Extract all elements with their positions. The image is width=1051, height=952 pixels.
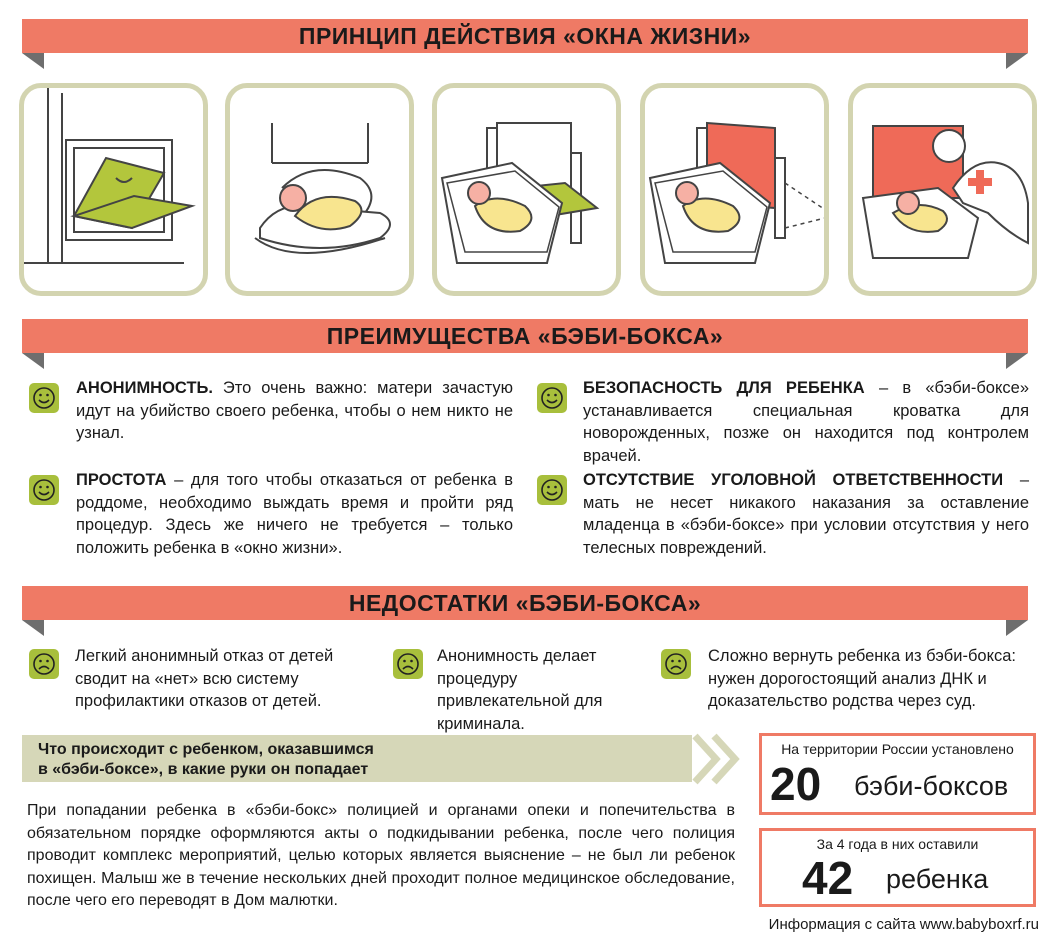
advantage-title: АНОНИМНОСТЬ.: [76, 379, 213, 397]
disadvantage-return: Сложно вернуть ребенка из бэби-бокса: нужен дорогостоящий анализ ДНК и доказательство родства через суд.: [708, 647, 1016, 710]
stat-unit: бэби-боксов: [854, 771, 1009, 801]
smile-icon: [537, 475, 567, 505]
banner-fold: [22, 353, 44, 369]
advantage-text: – в «бэби-боксе» устанавливается специальная кроватка для новорожденных, позже он находится под контролем врачей.: [583, 379, 1029, 465]
stat-children-count: [759, 828, 1036, 907]
mother-holding-baby-icon: [230, 88, 410, 292]
banner-fold: [22, 620, 44, 636]
step-panel-5: [848, 83, 1037, 296]
banner-fold: [1006, 620, 1028, 636]
banner-advantages: ПРЕИМУЩЕСТВА «БЭБИ-БОКСА»: [22, 319, 1028, 353]
sad-face-icon: [393, 649, 423, 679]
info-heading-line: в «бэби-боксе», в какие руки он попадает: [38, 761, 369, 778]
advantage-safety: [583, 377, 1029, 467]
smile-icon: [29, 383, 59, 413]
advantage-text: – для того чтобы отказаться от ребенка в роддоме, необходимо выждать время и пройти ряд процедур. Здесь же ничего не требуется – только положить ребенка в «окно жизни».: [76, 471, 513, 557]
advantage-title: БЕЗОПАСНОСТЬ ДЛЯ РЕБЕНКА: [583, 379, 865, 397]
step-panel-2: [225, 83, 414, 296]
info-heading: [38, 740, 374, 780]
chevrons-right-icon: [690, 733, 742, 785]
advantage-title: ПРОСТОТА: [76, 471, 167, 489]
advantage-simplicity: [76, 469, 513, 559]
stat-number: 42: [802, 852, 854, 904]
sad-face-icon: [29, 649, 59, 679]
advantage-anonymity: [76, 377, 513, 445]
banner-fold: [1006, 353, 1028, 369]
stat-number: 20: [770, 758, 822, 810]
medical-help-icon: [853, 88, 1033, 292]
step-panel-1: [19, 83, 208, 296]
step-panel-3: [432, 83, 621, 296]
banner-fold: [1006, 53, 1028, 69]
baby-in-cot-icon: [437, 88, 617, 292]
stat-caption: На территории России установлено: [781, 741, 1014, 757]
disadvantage-prevention: Легкий анонимный отказ от детей сводит на «нет» всю систему профилактики отказов от детей.: [75, 647, 334, 710]
banner-disadvantages: НЕДОСТАТКИ «БЭБИ-БОКСА»: [22, 586, 1028, 620]
step-panel-4: [640, 83, 829, 296]
source-credit: Информация с сайта www.babyboxrf.ru: [768, 916, 1039, 933]
hatch-open-icon: [24, 88, 204, 292]
stat-unit: ребенка: [886, 864, 989, 894]
banner-fold: [22, 53, 44, 69]
hatch-closing-icon: [645, 88, 825, 292]
advantage-title: ОТСУТСТВИЕ УГОЛОВНОЙ ОТВЕТСТВЕННОСТИ: [583, 471, 1004, 489]
advantage-text: Это очень важно: матери зачастую идут на убийство своего ребенка, чтобы о нем никто не узнал.: [76, 379, 513, 442]
stat-boxes-count: [759, 733, 1036, 815]
disadvantage-criminal: Анонимность делает процедуру привлекательной для криминала.: [437, 647, 603, 733]
info-body: При попадании ребенка в «бэби-бокс» полицией и органами опеки и попечительства в обязательном порядке оформляются акты о подкидывании ребенка, после чего полиция проводит комплекс мероприятий, целью которых является выяснение – не был ли ребенок похищен. Малыш же в течение нескольких дней проходит полное медицинское обследование, после чего его переводят в Дом малютки.: [27, 802, 735, 909]
smile-icon: [29, 475, 59, 505]
smile-icon: [537, 383, 567, 413]
banner-principle: ПРИНЦИП ДЕЙСТВИЯ «ОКНА ЖИЗНИ»: [22, 19, 1028, 53]
advantage-text: – мать не несет никакого наказания за оставление младенца в «бэби-боксе» при условии отсутствия у него телесных повреждений.: [583, 471, 1029, 557]
advantage-no-liability: [583, 469, 1029, 559]
sad-face-icon: [661, 649, 691, 679]
info-heading-line: Что происходит с ребенком, оказавшимся: [38, 741, 374, 758]
stat-caption: За 4 года в них оставили: [816, 836, 979, 852]
